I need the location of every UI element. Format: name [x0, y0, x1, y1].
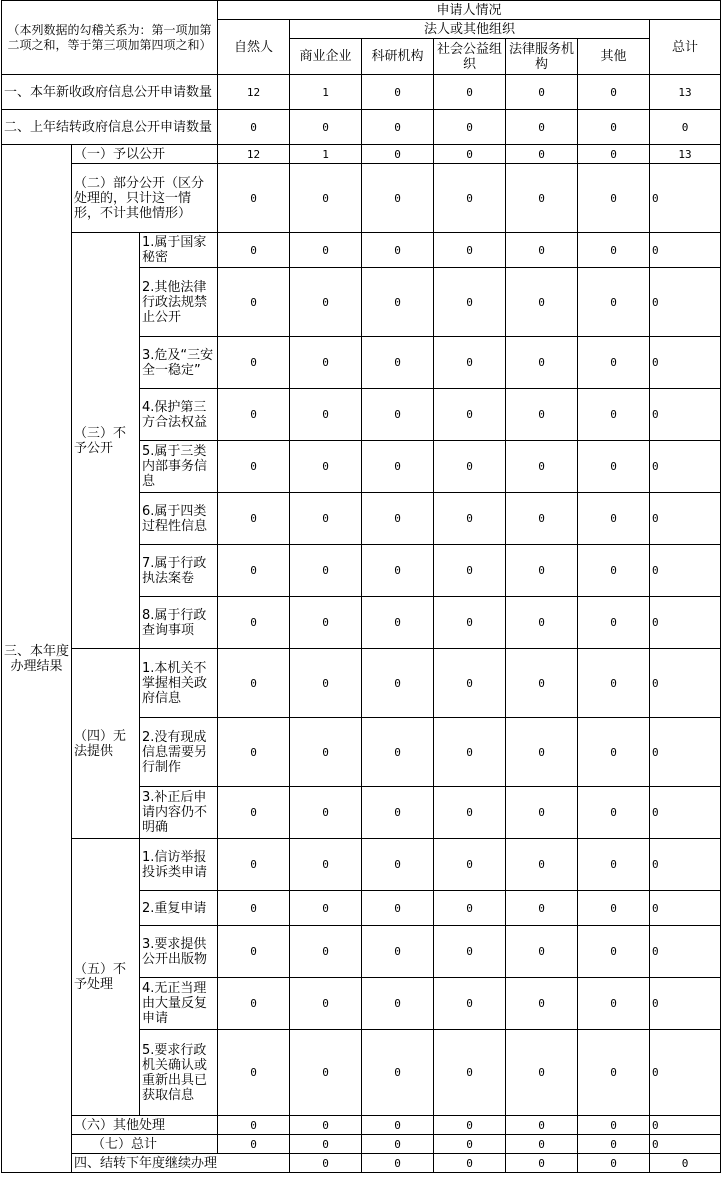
cell-total: 0: [650, 164, 721, 233]
cell-natural: 0: [218, 718, 290, 787]
cell-commercial: 0: [290, 597, 362, 649]
cell-research: 0: [362, 1135, 434, 1154]
cell-other: 0: [578, 978, 650, 1030]
cell-legal-service: 0: [506, 839, 578, 891]
cell-natural: 0: [218, 787, 290, 839]
cell-research: 0: [362, 649, 434, 718]
cell-research: 0: [362, 978, 434, 1030]
group-4-label: （四）无法提供: [72, 649, 140, 839]
cell-commercial: 0: [290, 1135, 362, 1154]
table-row: [2, 1154, 721, 1173]
cell-public-welfare: 0: [434, 110, 506, 145]
cell-natural: 0: [218, 978, 290, 1030]
cell-public-welfare: 0: [434, 839, 506, 891]
cell-research: 0: [362, 493, 434, 545]
cell-research: 0: [362, 787, 434, 839]
cell-research: 0: [362, 441, 434, 493]
cell-natural: 0: [218, 389, 290, 441]
row-label: 8.属于行政查询事项: [140, 597, 218, 649]
cell-public-welfare: 0: [506, 1154, 578, 1173]
header-legal-service: 法律服务机构: [506, 39, 578, 75]
cell-research: 0: [362, 891, 434, 926]
cell-total: 0: [650, 110, 721, 145]
cell-research: 0: [362, 718, 434, 787]
cell-natural: 0: [218, 337, 290, 389]
cell-public-welfare: 0: [434, 597, 506, 649]
cell-commercial: 0: [290, 1116, 362, 1135]
cell-natural: 0: [218, 597, 290, 649]
cell-other: 0: [578, 389, 650, 441]
cell-public-welfare: 0: [434, 145, 506, 164]
cell-research: 0: [362, 1116, 434, 1135]
row-label: 7.属于行政执法案卷: [140, 545, 218, 597]
cell-total: 0: [650, 389, 721, 441]
cell-natural: 12: [218, 145, 290, 164]
cell-legal-service: 0: [506, 233, 578, 268]
cell-research: 0: [362, 926, 434, 978]
cell-legal-service: 0: [506, 649, 578, 718]
row-label: 一、本年新收政府信息公开申请数量: [2, 75, 218, 110]
cell-public-welfare: 0: [434, 718, 506, 787]
table-row: [2, 145, 721, 164]
cell-total: 0: [650, 718, 721, 787]
cell-legal-service: 0: [506, 926, 578, 978]
cell-total: 0: [650, 493, 721, 545]
cell-research: 0: [434, 1154, 506, 1173]
table-row: [2, 75, 721, 110]
cell-natural: 0: [218, 926, 290, 978]
cell-public-welfare: 0: [434, 787, 506, 839]
row-label: 6.属于四类过程性信息: [140, 493, 218, 545]
header-legal-group: 法人或其他组织: [290, 20, 650, 39]
cell-other: 0: [578, 441, 650, 493]
cell-commercial: 0: [362, 1154, 434, 1173]
row-label: 1.信访举报投诉类申请: [140, 839, 218, 891]
cell-commercial: 0: [290, 493, 362, 545]
cell-commercial: 0: [290, 787, 362, 839]
cell-legal-service: 0: [506, 891, 578, 926]
cell-commercial: 0: [290, 891, 362, 926]
row-label: 2.其他法律行政法规禁止公开: [140, 268, 218, 337]
cell-total: 0: [650, 545, 721, 597]
cell-other: 0: [578, 337, 650, 389]
cell-natural: 0: [218, 268, 290, 337]
row-label: （一）予以公开: [72, 145, 218, 164]
cell-natural: 0: [218, 1030, 290, 1116]
cell-commercial: 0: [290, 649, 362, 718]
cell-other: 0: [578, 839, 650, 891]
cell-total: 0: [650, 233, 721, 268]
cell-commercial: 0: [290, 1030, 362, 1116]
header-applicant: 申请人情况: [218, 1, 721, 20]
cell-public-welfare: 0: [434, 441, 506, 493]
row-label: 2.重复申请: [140, 891, 218, 926]
table-row: [2, 1116, 721, 1135]
header-natural: 自然人: [218, 20, 290, 75]
cell-commercial: 0: [290, 268, 362, 337]
row-label: 1.本机关不掌握相关政府信息: [140, 649, 218, 718]
row-label: 4.保护第三方合法权益: [140, 389, 218, 441]
cell-research: 0: [362, 597, 434, 649]
cell-other: 0: [578, 649, 650, 718]
cell-total: 0: [650, 978, 721, 1030]
cell-research: 0: [362, 389, 434, 441]
cell-total: 13: [650, 75, 721, 110]
cell-research: 0: [362, 164, 434, 233]
cell-total: 0: [650, 268, 721, 337]
cell-total: 0: [650, 839, 721, 891]
section-3-label: 三、本年度办理结果: [2, 145, 72, 1173]
row-label: 2.没有现成信息需要另行制作: [140, 718, 218, 787]
cell-commercial: 0: [290, 110, 362, 145]
cell-natural: 0: [218, 233, 290, 268]
cell-total: 0: [650, 1116, 721, 1135]
cell-research: 0: [362, 839, 434, 891]
table-row: [2, 649, 721, 718]
row-label: 4.无正当理由大量反复申请: [140, 978, 218, 1030]
cell-other: 0: [578, 926, 650, 978]
cell-total: 0: [650, 441, 721, 493]
header-public-welfare: 社会公益组织: [434, 39, 506, 75]
cell-commercial: 0: [290, 718, 362, 787]
cell-legal-service: 0: [506, 1030, 578, 1116]
cell-legal-service: 0: [506, 389, 578, 441]
cell-public-welfare: 0: [434, 75, 506, 110]
cell-natural: 0: [218, 441, 290, 493]
cell-commercial: 1: [290, 145, 362, 164]
cell-other: 0: [578, 268, 650, 337]
cell-other: 0: [578, 597, 650, 649]
cell-public-welfare: 0: [434, 891, 506, 926]
cell-natural: 0: [218, 1116, 290, 1135]
cell-other: 0: [578, 75, 650, 110]
table-row: [2, 839, 721, 891]
cell-commercial: 0: [290, 926, 362, 978]
cell-commercial: 1: [290, 75, 362, 110]
cell-research: 0: [362, 110, 434, 145]
cell-natural: 0: [218, 1135, 290, 1154]
group-3-label: （三）不予公开: [72, 233, 140, 649]
cell-other: 0: [578, 787, 650, 839]
cell-public-welfare: 0: [434, 164, 506, 233]
row-label: 3.要求提供公开出版物: [140, 926, 218, 978]
row-label: （六）其他处理: [72, 1116, 218, 1135]
cell-legal-service: 0: [506, 597, 578, 649]
cell-public-welfare: 0: [434, 1135, 506, 1154]
cell-public-welfare: 0: [434, 268, 506, 337]
cell-total: 0: [650, 597, 721, 649]
cell-legal-service: 0: [506, 718, 578, 787]
cell-total: 0: [650, 649, 721, 718]
cell-legal-service: 0: [506, 787, 578, 839]
header-total: 总计: [650, 20, 721, 75]
cell-research: 0: [362, 75, 434, 110]
cell-other: 0: [578, 1030, 650, 1116]
cell-legal-service: 0: [506, 75, 578, 110]
cell-research: 0: [362, 268, 434, 337]
group-5-label: （五）不予处理: [72, 839, 140, 1116]
cell-public-welfare: 0: [434, 233, 506, 268]
cell-public-welfare: 0: [434, 545, 506, 597]
cell-natural: 0: [218, 545, 290, 597]
header-other: 其他: [578, 39, 650, 75]
cell-public-welfare: 0: [434, 493, 506, 545]
cell-research: 0: [362, 1030, 434, 1116]
table-row: [2, 110, 721, 145]
cell-legal-service: 0: [506, 337, 578, 389]
table-row: [2, 164, 721, 233]
row-label: 四、结转下年度继续办理: [72, 1154, 290, 1173]
cell-total: 0: [650, 1135, 721, 1154]
cell-public-welfare: 0: [434, 649, 506, 718]
cell-other: 0: [578, 110, 650, 145]
header-commercial: 商业企业: [290, 39, 362, 75]
cell-research: 0: [362, 545, 434, 597]
corner-note: （本列数据的勾稽关系为：第一项加第二项之和，等于第三项加第四项之和）: [2, 1, 218, 75]
cell-legal-service: 0: [578, 1154, 650, 1173]
row-label: （二）部分公开（区分处理的，只计这一情形，不计其他情形）: [72, 164, 218, 233]
cell-natural: 0: [218, 493, 290, 545]
cell-other: 0: [578, 164, 650, 233]
cell-commercial: 0: [290, 545, 362, 597]
cell-legal-service: 0: [506, 1135, 578, 1154]
cell-public-welfare: 0: [434, 1030, 506, 1116]
header-research: 科研机构: [362, 39, 434, 75]
cell-other: 0: [578, 545, 650, 597]
cell-total: 0: [650, 926, 721, 978]
cell-commercial: 0: [290, 164, 362, 233]
cell-total: 0: [650, 337, 721, 389]
cell-public-welfare: 0: [434, 926, 506, 978]
cell-total: 0: [650, 891, 721, 926]
row-label: （七）总计: [72, 1135, 218, 1154]
cell-legal-service: 0: [506, 164, 578, 233]
cell-legal-service: 0: [506, 268, 578, 337]
cell-research: 0: [362, 145, 434, 164]
cell-public-welfare: 0: [434, 337, 506, 389]
cell-public-welfare: 0: [434, 1116, 506, 1135]
cell-legal-service: 0: [506, 1116, 578, 1135]
row-label: 二、上年结转政府信息公开申请数量: [2, 110, 218, 145]
cell-natural: 0: [218, 891, 290, 926]
cell-legal-service: 0: [506, 978, 578, 1030]
cell-natural: 0: [218, 110, 290, 145]
cell-commercial: 0: [290, 389, 362, 441]
cell-other: 0: [578, 233, 650, 268]
cell-total: 0: [650, 787, 721, 839]
cell-natural: 12: [218, 75, 290, 110]
cell-natural: 0: [218, 839, 290, 891]
cell-legal-service: 0: [506, 145, 578, 164]
cell-legal-service: 0: [506, 493, 578, 545]
row-label: 5.要求行政机关确认或重新出具已获取信息: [140, 1030, 218, 1116]
row-label: 3.危及“三安全一稳定”: [140, 337, 218, 389]
cell-commercial: 0: [290, 839, 362, 891]
cell-total: 0: [650, 1030, 721, 1116]
cell-public-welfare: 0: [434, 389, 506, 441]
table-row: [2, 1135, 721, 1154]
cell-commercial: 0: [290, 978, 362, 1030]
cell-commercial: 0: [290, 441, 362, 493]
cell-other: 0: [578, 1135, 650, 1154]
row-label: 3.补正后申请内容仍不明确: [140, 787, 218, 839]
row-label: 1.属于国家秘密: [140, 233, 218, 268]
cell-legal-service: 0: [506, 545, 578, 597]
cell-public-welfare: 0: [434, 978, 506, 1030]
cell-legal-service: 0: [506, 441, 578, 493]
cell-other: 0: [650, 1154, 721, 1173]
cell-total: 13: [650, 145, 721, 164]
cell-other: 0: [578, 718, 650, 787]
cell-natural: 0: [218, 164, 290, 233]
cell-other: 0: [578, 1116, 650, 1135]
information-disclosure-table: [1, 0, 721, 1173]
cell-research: 0: [362, 233, 434, 268]
cell-natural: 0: [290, 1154, 362, 1173]
cell-legal-service: 0: [506, 110, 578, 145]
table-row: [2, 233, 721, 268]
cell-natural: 0: [218, 649, 290, 718]
row-label: 5.属于三类内部事务信息: [140, 441, 218, 493]
cell-commercial: 0: [290, 337, 362, 389]
cell-other: 0: [578, 145, 650, 164]
cell-other: 0: [578, 493, 650, 545]
cell-other: 0: [578, 891, 650, 926]
cell-research: 0: [362, 337, 434, 389]
cell-commercial: 0: [290, 233, 362, 268]
